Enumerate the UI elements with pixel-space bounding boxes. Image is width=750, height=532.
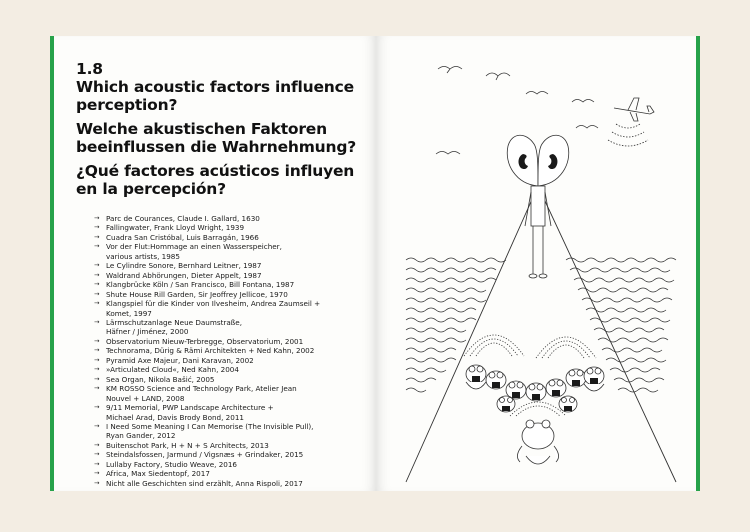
list-item: → Parc de Courances, Claude I. Gallard, 1630 <box>94 214 364 223</box>
list-item: → Vor der Flut:Hommage an einen Wasserspeicher, various artists, 1985 <box>94 242 364 261</box>
list-item: → Lullaby Factory, Studio Weave, 2016 <box>94 460 364 469</box>
list-item: → Steindalsfossen, Jarmund / Vigsnæs + Grindaker, 2015 <box>94 450 364 459</box>
list-item: → Technorama, Dürig & Rämi Architekten + Ned Kahn, 2002 <box>94 346 364 355</box>
list-item: → Le Cylindre Sonore, Bernhard Leitner, 1987 <box>94 261 364 270</box>
creature-icon <box>566 369 586 387</box>
list-item: → Pyramid Axe Majeur, Dani Karavan, 2002 <box>94 356 364 365</box>
creature-icon <box>486 371 506 389</box>
list-item: → Waldrand Abhörungen, Dieter Appelt, 1987 <box>94 271 364 280</box>
list-item: → Cuadra San Cristóbal, Luis Barragán, 1966 <box>94 233 364 242</box>
bird-icon <box>438 67 462 74</box>
bird-icon <box>572 100 594 103</box>
creature-icon <box>584 367 604 391</box>
bird-icon <box>436 152 460 155</box>
creature-icon <box>497 396 515 412</box>
left-page <box>50 36 376 491</box>
list-item: → Sea Organ, Nikola Bašić, 2005 <box>94 375 364 384</box>
right-page <box>376 36 700 491</box>
creature-icon <box>559 396 577 412</box>
reference-list <box>94 214 364 488</box>
list-item: → Africa, Max Siedentopf, 2017 <box>94 469 364 478</box>
section-title-de: Welche akustischen Faktoren beeinflussen die Wahrnehmung? <box>76 120 357 156</box>
section-title-es: ¿Qué factores acústicos influyen en la percepción? <box>76 162 355 198</box>
list-item: → »Articulated Cloud«, Ned Kahn, 2004 <box>94 365 364 374</box>
list-item: → Nicht alle Geschichten sind erzählt, Anna Rispoli, 2017 <box>94 479 364 488</box>
acoustic-illustration <box>376 36 696 491</box>
person-figure <box>525 186 551 278</box>
creature-group <box>466 365 604 464</box>
ears-icon <box>507 135 569 186</box>
frog-icon <box>517 420 558 464</box>
creature-icon <box>526 383 546 401</box>
section-number: 1.8 <box>76 60 103 78</box>
list-item: → Fallingwater, Frank Lloyd Wright, 1939 <box>94 223 364 232</box>
list-item: → Shute House Rill Garden, Sir Jeoffrey Jellicoe, 1970 <box>94 290 364 299</box>
list-item: → Klangbrücke Köln / San Francisco, Bill Fontana, 1987 <box>94 280 364 289</box>
airplane-icon <box>614 98 654 121</box>
list-item: → Buitenschot Park, H + N + S Architects, 2013 <box>94 441 364 450</box>
creature-icon <box>466 365 486 389</box>
list-item: → Lärmschutzanlage Neue Daumstraße, Häfner / Jiménez, 2000 <box>94 318 364 337</box>
creature-icon <box>546 379 566 397</box>
list-item: → Observatorium Nieuw-Terbregge, Observatorium, 2001 <box>94 337 364 346</box>
section-title-en: Which acoustic factors influence perception? <box>76 78 354 114</box>
bird-icon <box>576 126 598 129</box>
book-spread <box>50 36 700 491</box>
bird-icon <box>486 73 510 80</box>
bird-icon <box>526 92 548 95</box>
list-item: → Klangspiel für die Kinder von Ilvesheim, Andrea Zaumseil + Komet, 1997 <box>94 299 364 318</box>
list-item: → 9/11 Memorial, PWP Landscape Architecture + Michael Arad, Davis Brody Bond, 2011 <box>94 403 364 422</box>
section-heading <box>76 60 366 204</box>
list-item: → I Need Some Meaning I Can Memorise (The Invisible Pull), Ryan Gander, 2012 <box>94 422 364 441</box>
list-item: → KM ROSSO Science and Technology Park, Atelier Jean Nouvel + LAND, 2008 <box>94 384 364 403</box>
